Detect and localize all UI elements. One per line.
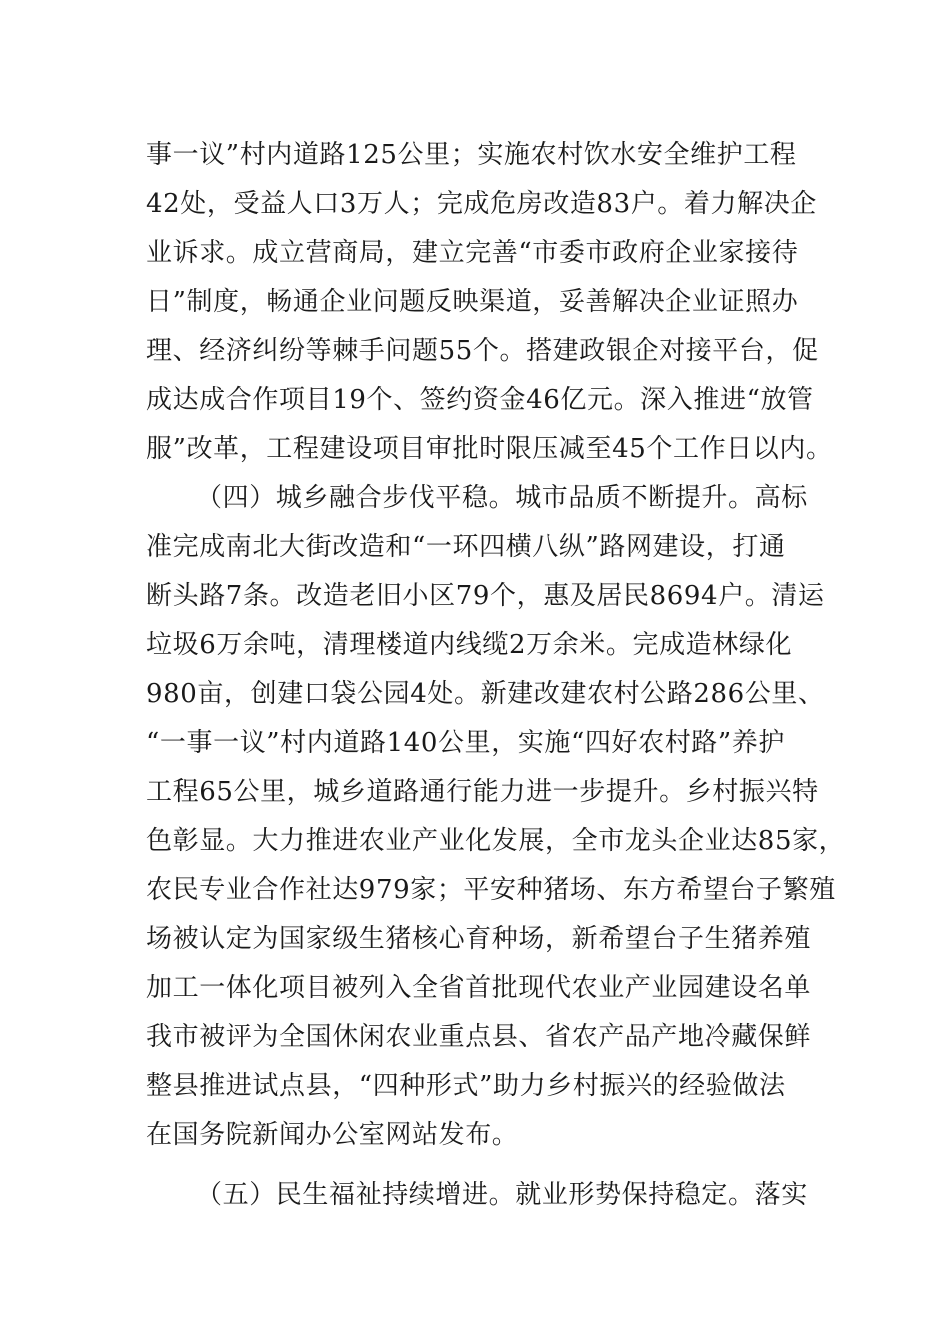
section-heading-line: （四）城乡融合步伐平稳。城市品质不断提升。高标 [196, 483, 808, 513]
text-line: 980亩，创建口袋公园4处。新建改建农村公路286公里、 [146, 679, 825, 709]
text-line: 整县推进试点县，“四种形式”助力乡村振兴的经验做法 [146, 1071, 786, 1101]
text-line: 色彰显。大力推进农业产业化发展，全市龙头企业达85家， [146, 826, 846, 856]
text-line: 42处，受益人口3万人；完成危房改造83户。着力解决企 [146, 189, 817, 219]
text-line: 准完成南北大街改造和“一环四横八纵”路网建设，打通 [146, 532, 786, 562]
text-line: “一事一议”村内道路140公里，实施“四好农村路”养护 [146, 728, 785, 758]
text-line: 我市被评为全国休闲农业重点县、省农产品产地冷藏保鲜 [146, 1022, 812, 1052]
text-line: 业诉求。成立营商局，建立完善“市委市政府企业家接待 [146, 238, 799, 268]
text-line: 场被认定为国家级生猪核心育种场，新希望台子生猪养殖 [146, 924, 812, 954]
text-line: 服”改革，工程建设项目审批时限压减至45个工作日以内。 [146, 434, 833, 464]
text-line: 垃圾6万余吨，清理楼道内线缆2万余米。完成造林绿化 [146, 630, 793, 660]
text-line: 工程65公里，城乡道路通行能力进一步提升。乡村振兴特 [146, 777, 819, 807]
text-line: 理、经济纠纷等棘手问题55个。搭建政银企对接平台，促 [146, 336, 819, 366]
text-line: 在国务院新闻办公室网站发布。 [146, 1120, 519, 1150]
text-line: 事一议”村内道路125公里；实施农村饮水安全维护工程 [146, 140, 797, 170]
text-line: 日”制度，畅通企业问题反映渠道，妥善解决企业证照办 [146, 287, 799, 317]
text-line: 断头路7条。改造老旧小区79个，惠及居民8694户。清运 [146, 581, 825, 611]
text-line: 农民专业合作社达979家；平安种猪场、东方希望台子繁殖 [146, 875, 836, 905]
text-line: 加工一体化项目被列入全省首批现代农业产业园建设名单 [146, 973, 812, 1003]
section-heading-line: （五）民生福祉持续增进。就业形势保持稳定。落实 [196, 1180, 808, 1210]
text-line: 成达成合作项目19个、签约资金46亿元。深入推进“放管 [146, 385, 814, 415]
